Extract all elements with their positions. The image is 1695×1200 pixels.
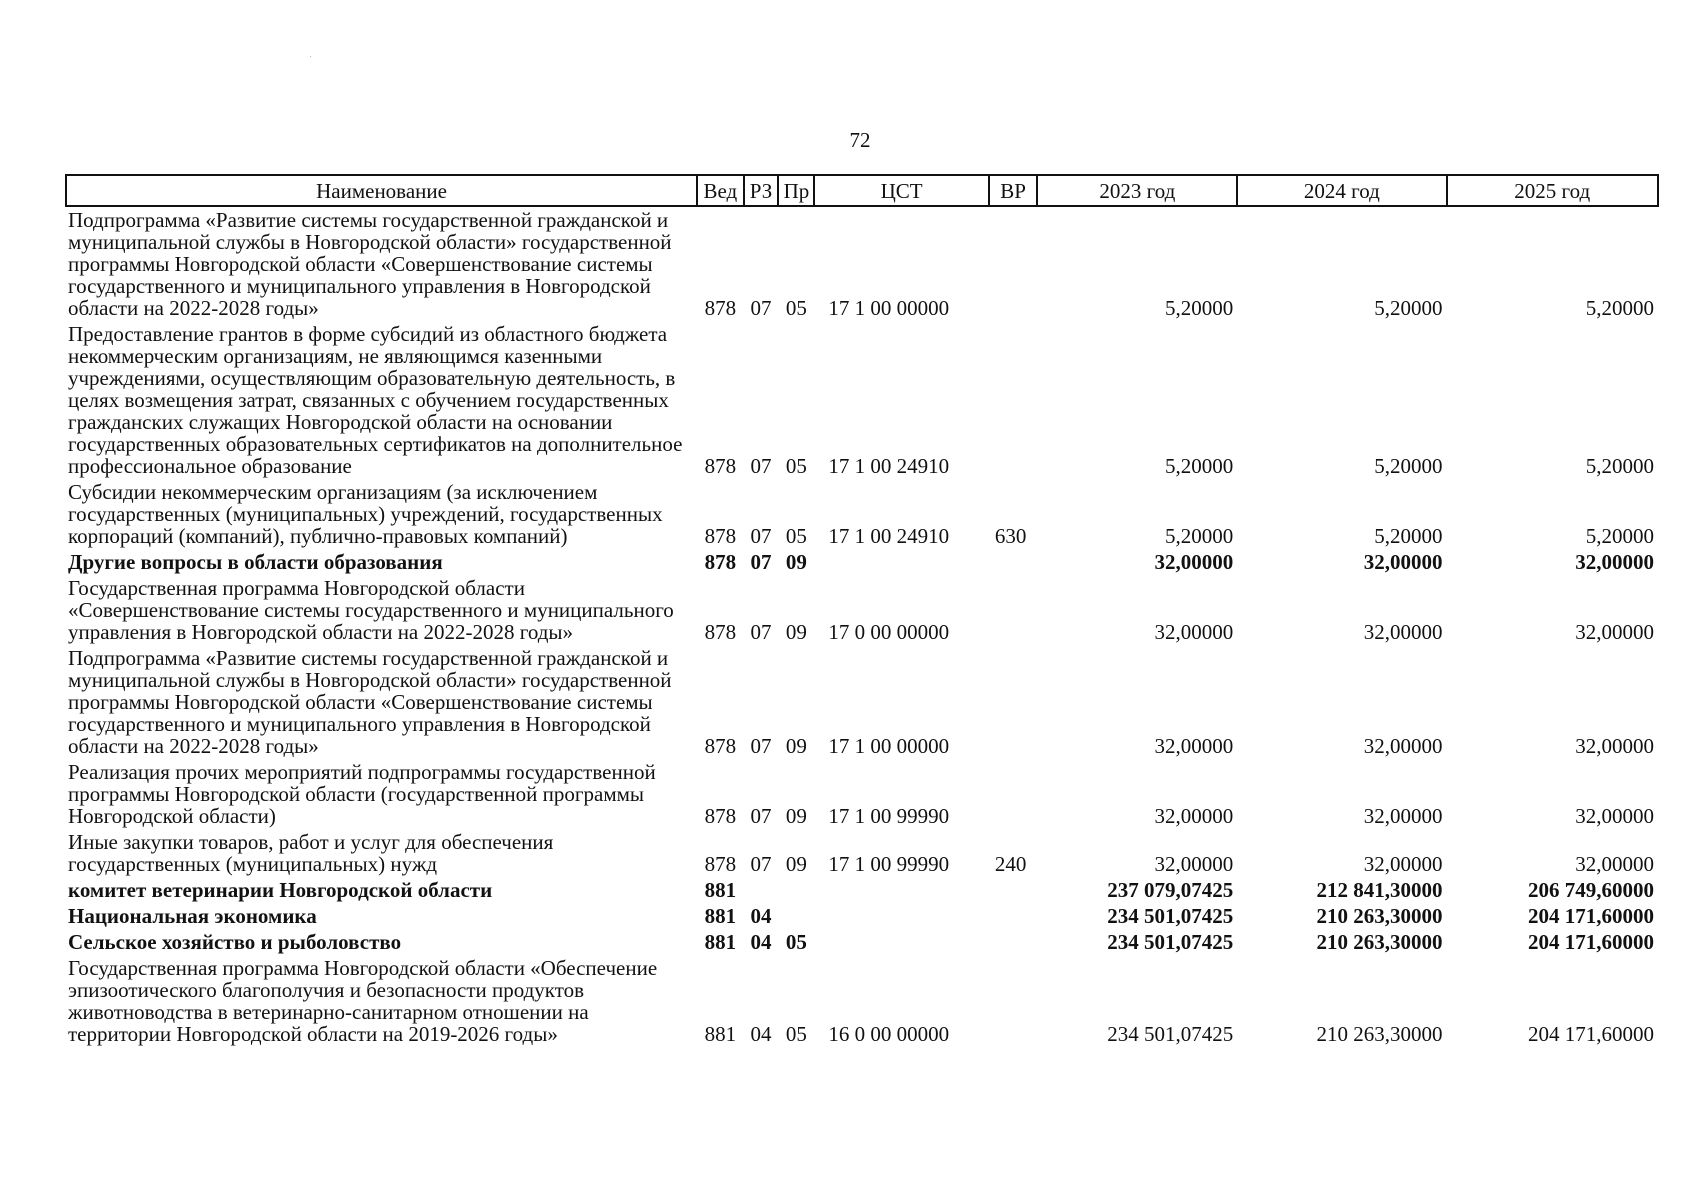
cell-name: Национальная экономика: [68, 904, 317, 928]
cell-vr: 240: [994, 852, 1027, 876]
table-row: [66, 575, 1658, 645]
cell-y2025: 206 749,60000: [1528, 878, 1654, 902]
table-row: [66, 321, 1658, 479]
cell-ved: 878: [704, 852, 737, 876]
cell-y2025: 204 171,60000: [1528, 1022, 1654, 1046]
header-cst: ЦСТ: [814, 175, 988, 206]
cell-y2024: 32,00000: [1363, 804, 1443, 828]
cell-y2023: 5,20000: [1164, 524, 1234, 548]
table-row: [66, 903, 1658, 929]
cell-y2025: 5,20000: [1585, 296, 1654, 320]
cell-y2023: 237 079,07425: [1107, 878, 1234, 902]
table-row: [66, 549, 1658, 575]
cell-cst: 17 1 00 24910: [828, 454, 950, 478]
cell-y2024: 32,00000: [1363, 620, 1443, 644]
cell-ved: 878: [704, 734, 737, 758]
cell-y2025: 32,00000: [1575, 550, 1654, 574]
cell-y2025: 204 171,60000: [1528, 904, 1654, 928]
cell-pr: 09: [785, 550, 807, 574]
cell-pr: 09: [785, 804, 807, 828]
cell-pr: 05: [785, 524, 807, 548]
cell-y2023: 234 501,07425: [1107, 904, 1234, 928]
cell-vr: [989, 645, 1038, 759]
cell-ved: 878: [704, 804, 737, 828]
table-header-row: [66, 175, 1658, 206]
cell-name: Субсидии некоммерческим организациям (за исключением государственных (муниципальных) учреждений, государственных корпораций (компаний), публично-правовых компаний): [68, 480, 663, 548]
cell-vr: [989, 929, 1038, 955]
cell-cst: 17 1 00 00000: [828, 734, 950, 758]
cell-cst: 17 1 00 99990: [828, 804, 950, 828]
cell-y2025: 32,00000: [1575, 734, 1654, 758]
cell-y2023: 234 501,07425: [1107, 930, 1234, 954]
cell-y2025: 32,00000: [1575, 620, 1654, 644]
table-row: [66, 955, 1658, 1047]
cell-cst: [814, 549, 988, 575]
cell-pr: 09: [785, 620, 807, 644]
cell-y2023: 32,00000: [1154, 734, 1234, 758]
cell-y2025: 5,20000: [1585, 524, 1654, 548]
cell-y2023: 32,00000: [1154, 804, 1234, 828]
cell-y2024: 212 841,30000: [1316, 878, 1443, 902]
page-number: 72: [849, 128, 871, 152]
cell-vr: [989, 575, 1038, 645]
table-row: [66, 929, 1658, 955]
cell-y2023: 32,00000: [1154, 620, 1234, 644]
table-row: [66, 206, 1658, 321]
cell-name: Предоставление грантов в форме субсидий из областного бюджета некоммерческим организациям, не являющимся казенными учреждениями, осуществляющим образовательную деятельность, в целях возмещения затрат, связанных с обучением государственных гражданских служащих Новгородской области на основании государственных образовательных сертификатов на дополнительное профессиональное образование: [68, 322, 683, 478]
cell-vr: [989, 549, 1038, 575]
cell-y2023: 32,00000: [1154, 550, 1234, 574]
cell-y2025: 5,20000: [1585, 454, 1654, 478]
header-rz: РЗ: [744, 175, 779, 206]
cell-cst: 17 0 00 00000: [828, 620, 950, 644]
cell-rz: 07: [750, 296, 772, 320]
cell-y2025: 204 171,60000: [1528, 930, 1654, 954]
cell-ved: 878: [704, 620, 737, 644]
cell-y2023: 32,00000: [1154, 852, 1234, 876]
cell-pr: 09: [785, 852, 807, 876]
cell-vr: [989, 955, 1038, 1047]
cell-y2025: 32,00000: [1575, 804, 1654, 828]
table-row: [66, 877, 1658, 903]
cell-name: Государственная программа Новгородской области «Обеспечение эпизоотического благополучия и безопасности продуктов животноводства в ветеринарно-санитарном отношении на территории Новгородской области на 2019-2026 годы»: [68, 956, 658, 1046]
cell-cst: [814, 877, 988, 903]
cell-rz: 07: [750, 620, 772, 644]
header-ved: Вед: [697, 175, 744, 206]
cell-ved: 878: [704, 296, 737, 320]
cell-y2025: 32,00000: [1575, 852, 1654, 876]
cell-name: Подпрограмма «Развитие системы государственной гражданской и муниципальной службы в Новгородской области» государственной программы Новгородской области «Совершенствование системы государственного и муниципального управления в Новгородской области на 2022-2028 годы»: [68, 646, 672, 758]
cell-y2024: 210 263,30000: [1316, 904, 1443, 928]
cell-y2024: 32,00000: [1363, 734, 1443, 758]
header-2025: 2025 год: [1447, 175, 1658, 206]
header-vr: ВР: [989, 175, 1038, 206]
cell-y2024: 32,00000: [1363, 852, 1443, 876]
cell-vr: [989, 903, 1038, 929]
cell-cst: 17 1 00 24910: [828, 524, 950, 548]
cell-cst: 17 1 00 00000: [828, 296, 950, 320]
cell-name: комитет ветеринарии Новгородской области: [68, 878, 493, 902]
header-pr: Пр: [778, 175, 814, 206]
cell-ved: 878: [704, 454, 737, 478]
header-2024: 2024 год: [1237, 175, 1446, 206]
cell-ved: 881: [704, 904, 737, 928]
cell-vr: [989, 206, 1038, 321]
cell-name: Реализация прочих мероприятий подпрограммы государственной программы Новгородской области (государственной программы Новгородской области): [68, 760, 656, 828]
cell-pr: 09: [785, 734, 807, 758]
cell-rz: 07: [750, 454, 772, 478]
cell-y2024: 5,20000: [1374, 524, 1443, 548]
cell-rz: 04: [750, 1022, 772, 1046]
cell-rz: 07: [750, 804, 772, 828]
cell-rz: 07: [750, 550, 772, 574]
table-body: [66, 206, 1658, 1047]
cell-rz: 07: [750, 852, 772, 876]
table-row: [66, 759, 1658, 829]
header-2023: 2023 год: [1037, 175, 1237, 206]
cell-cst: 16 0 00 00000: [828, 1022, 950, 1046]
cell-name: Подпрограмма «Развитие системы государственной гражданской и муниципальной службы в Новгородской области» государственной программы Новгородской области «Совершенствование системы государственного и муниципального управления в Новгородской области на 2022-2028 годы»: [68, 208, 672, 320]
cell-vr: [989, 759, 1038, 829]
cell-vr: [989, 321, 1038, 479]
cell-pr: 05: [785, 1022, 807, 1046]
cell-pr: [778, 877, 814, 903]
cell-rz: [744, 877, 779, 903]
scan-speck: [310, 56, 311, 57]
cell-ved: 878: [704, 550, 737, 574]
cell-pr: 05: [785, 296, 807, 320]
cell-y2023: 234 501,07425: [1107, 1022, 1234, 1046]
cell-vr: [989, 877, 1038, 903]
cell-rz: 07: [750, 524, 772, 548]
cell-y2024: 5,20000: [1374, 296, 1443, 320]
cell-y2024: 5,20000: [1374, 454, 1443, 478]
cell-y2023: 5,20000: [1164, 454, 1234, 478]
cell-cst: [814, 903, 988, 929]
cell-pr: [778, 903, 814, 929]
cell-cst: 17 1 00 99990: [828, 852, 950, 876]
cell-y2024: 210 263,30000: [1316, 930, 1443, 954]
table-row: [66, 829, 1658, 877]
cell-cst: [814, 929, 988, 955]
cell-pr: 05: [785, 930, 807, 954]
cell-vr: 630: [994, 524, 1027, 548]
cell-y2024: 210 263,30000: [1316, 1022, 1443, 1046]
cell-name: Другие вопросы в области образования: [68, 550, 443, 574]
cell-name: Сельское хозяйство и рыболовство: [68, 930, 402, 954]
cell-ved: 881: [704, 930, 737, 954]
cell-ved: 881: [704, 878, 737, 902]
cell-pr: 05: [785, 454, 807, 478]
cell-rz: 07: [750, 734, 772, 758]
cell-name: Государственная программа Новгородской области «Совершенствование системы государственного и муниципального управления в Новгородской области на 2022-2028 годы»: [68, 576, 674, 644]
budget-table: [65, 174, 1659, 1047]
cell-rz: 04: [750, 930, 772, 954]
cell-y2024: 32,00000: [1363, 550, 1443, 574]
cell-name: Иные закупки товаров, работ и услуг для обеспечения государственных (муниципальных) нужд: [68, 830, 554, 876]
header-name: Наименование: [66, 175, 697, 206]
cell-rz: 04: [750, 904, 772, 928]
cell-ved: 878: [704, 524, 737, 548]
table-row: [66, 479, 1658, 549]
table-row: [66, 645, 1658, 759]
cell-ved: 881: [704, 1022, 737, 1046]
cell-y2023: 5,20000: [1164, 296, 1234, 320]
